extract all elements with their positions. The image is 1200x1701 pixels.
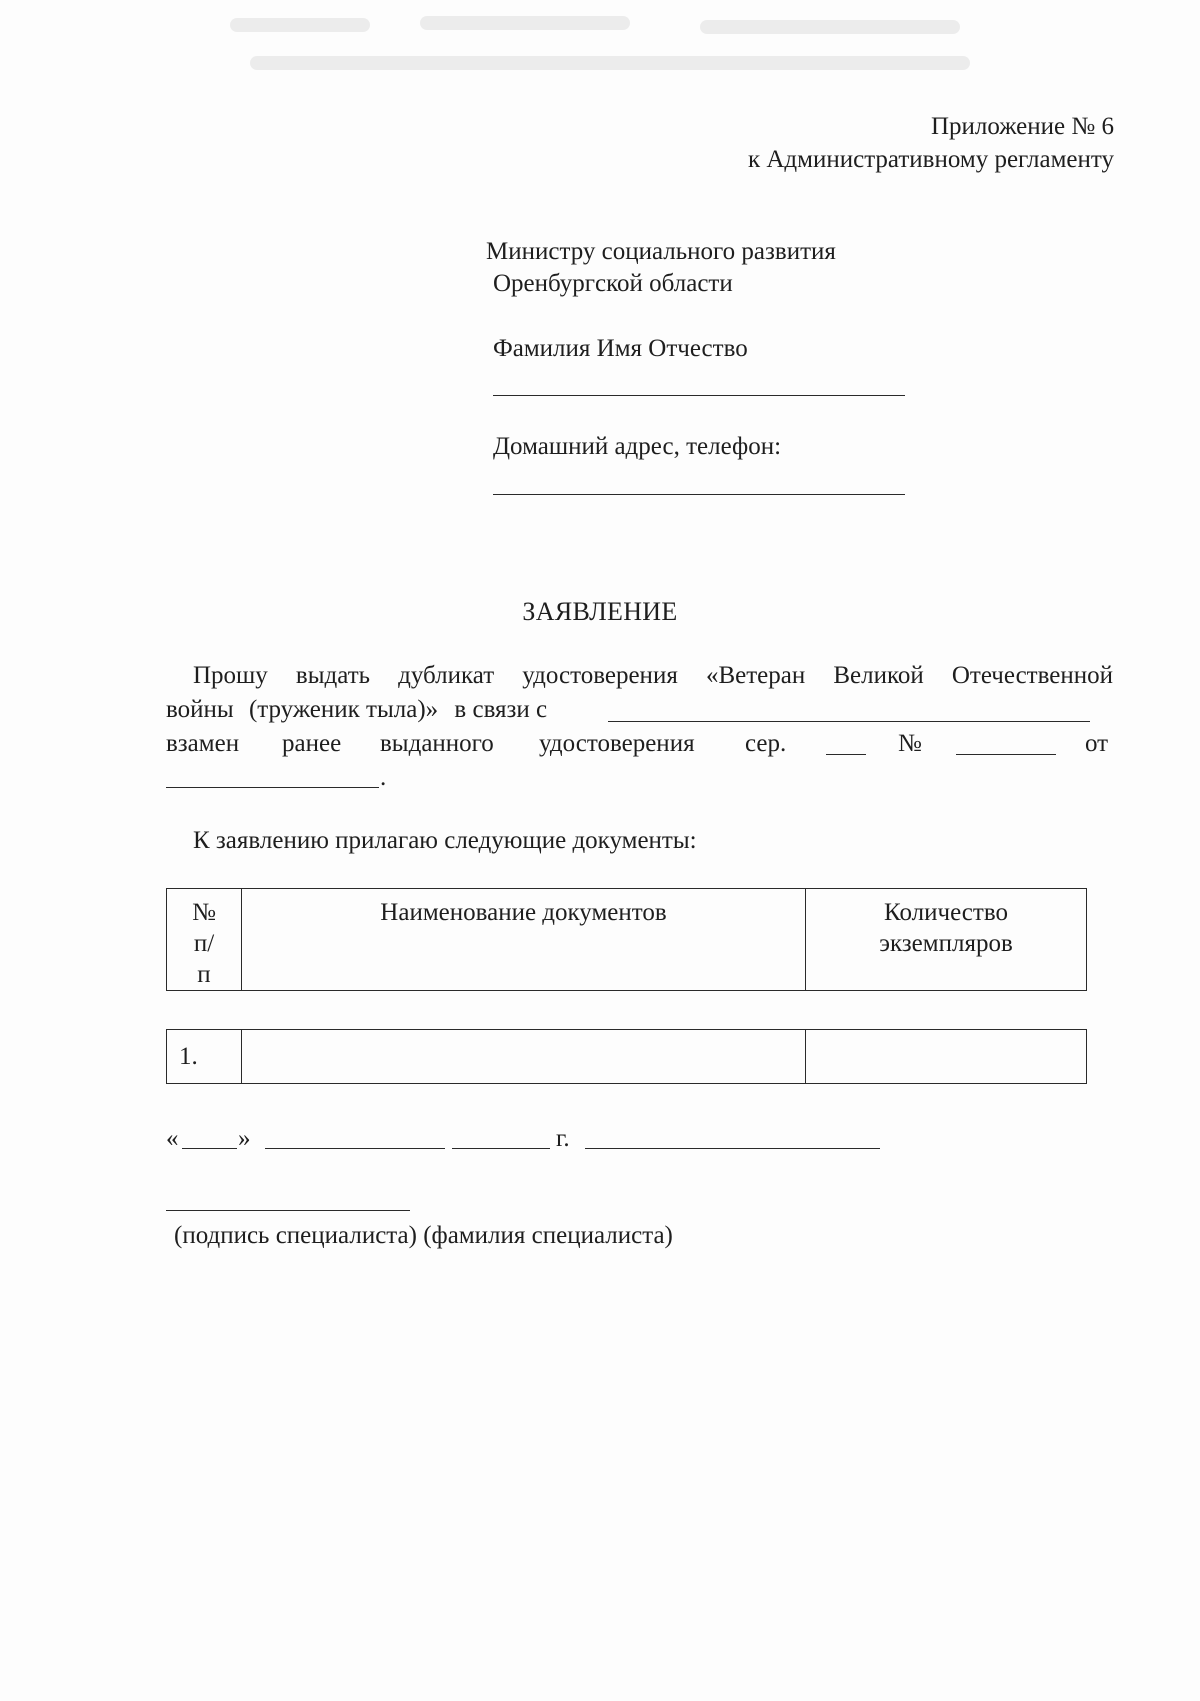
date-month-field[interactable] bbox=[265, 1148, 445, 1149]
sentence-period: . bbox=[380, 764, 387, 791]
date-year-field[interactable] bbox=[452, 1148, 550, 1149]
word-voiny: войны bbox=[166, 696, 234, 723]
number-sign: № bbox=[898, 730, 922, 757]
word-ot: от bbox=[1085, 730, 1109, 757]
applicant-address-field[interactable] bbox=[493, 494, 905, 495]
issue-date-field[interactable] bbox=[166, 787, 379, 788]
appendix-number: Приложение № 6 bbox=[930, 113, 1114, 140]
date-open-quote: « bbox=[166, 1125, 179, 1152]
request-text-line1: Прошу выдать дубликат удостоверения «Ветеран Великой Отечественной bbox=[193, 662, 1113, 689]
header-cell-quantity bbox=[806, 889, 1087, 991]
number-field[interactable] bbox=[956, 754, 1056, 755]
recipient-region: Оренбургской области bbox=[493, 270, 733, 297]
applicant-address-label: Домашний адрес, телефон: bbox=[493, 433, 782, 460]
row-number-cell: 1. bbox=[167, 1030, 242, 1084]
appendix-header bbox=[748, 110, 1114, 176]
request-text-line2 bbox=[166, 695, 547, 725]
word-vzamen: взамен bbox=[166, 730, 240, 757]
year-suffix: г. bbox=[556, 1125, 570, 1152]
appendix-reference: к Административному регламенту bbox=[747, 146, 1114, 173]
documents-table bbox=[166, 1029, 1087, 1084]
word-ser: сер. bbox=[745, 730, 787, 757]
header-number-text: № п/п bbox=[192, 899, 216, 988]
date-day-field[interactable] bbox=[182, 1148, 237, 1149]
document-title: ЗАЯВЛЕНИЕ bbox=[522, 597, 678, 626]
documents-header-table bbox=[166, 888, 1087, 991]
word-ranee: ранее bbox=[282, 730, 342, 757]
header-cell-number bbox=[167, 889, 242, 991]
recipient-position: Министру социального развития bbox=[486, 238, 836, 265]
applicant-name-label: Фамилия Имя Отчество bbox=[493, 335, 748, 362]
word-truzhenik: (труженик тыла)» bbox=[248, 696, 439, 723]
series-field[interactable] bbox=[826, 754, 866, 755]
reason-field[interactable] bbox=[608, 721, 1090, 722]
signature-caption: (подпись специалиста) (фамилия специалиста) bbox=[174, 1222, 673, 1249]
applicant-name-field[interactable] bbox=[493, 395, 905, 396]
header-cell-name: Наименование документов bbox=[242, 889, 806, 991]
header-quantity-text: Количество экземпляров bbox=[879, 899, 1013, 957]
table-row bbox=[167, 1030, 1087, 1084]
recipient-block bbox=[486, 236, 836, 300]
word-udostovereniya: удостоверения bbox=[539, 730, 695, 757]
date-extra-field[interactable] bbox=[585, 1148, 880, 1149]
document-quantity-cell[interactable] bbox=[806, 1030, 1087, 1084]
date-close-quote: » bbox=[238, 1125, 251, 1152]
scan-bleed-through bbox=[230, 12, 990, 92]
document-name-cell[interactable] bbox=[242, 1030, 806, 1084]
word-v-svyazi-s: в связи с bbox=[454, 696, 548, 723]
signature-field[interactable] bbox=[166, 1210, 410, 1211]
attachments-label: К заявлению прилагаю следующие документы: bbox=[193, 827, 697, 854]
word-vydannogo: выданного bbox=[380, 730, 494, 757]
